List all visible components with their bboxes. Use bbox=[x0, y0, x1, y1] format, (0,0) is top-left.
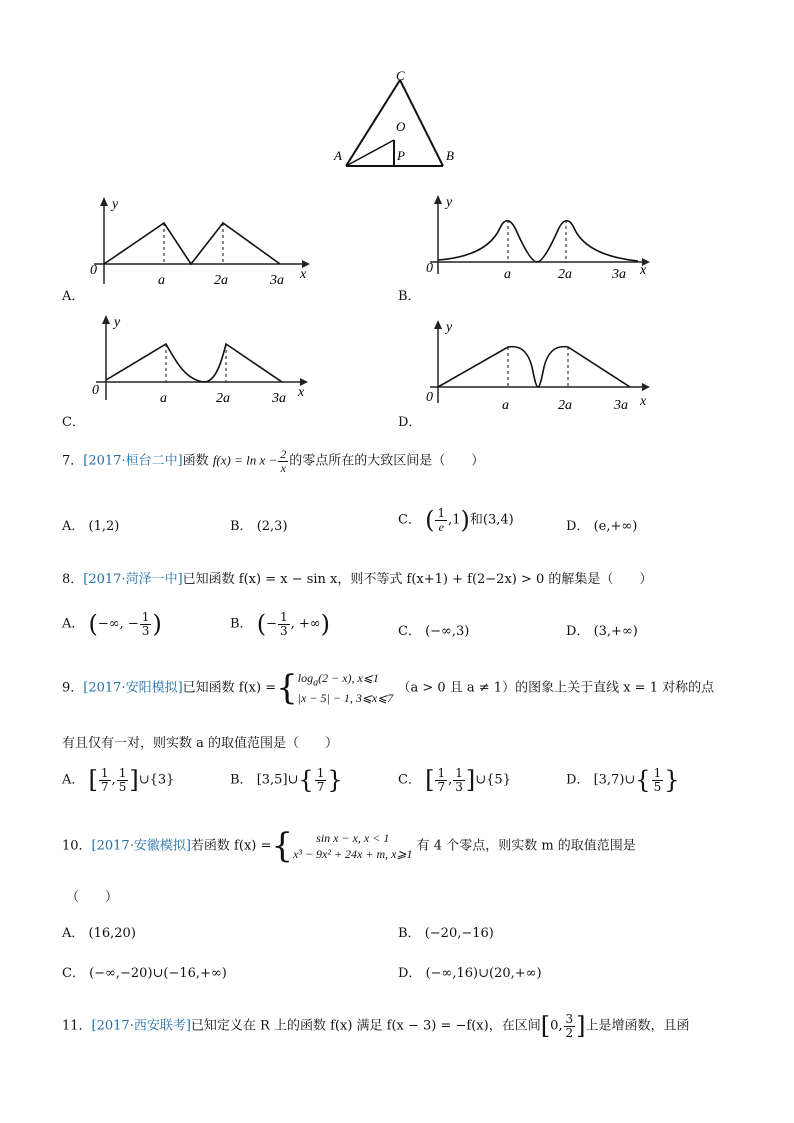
tick-2a: 2a bbox=[558, 398, 572, 413]
triangle-side-ac bbox=[346, 80, 400, 166]
y-label: y bbox=[114, 315, 121, 330]
q9-option-a: A． [ $\frac{1}{7}$ , $\frac{1}{5}$ ]∪{3} bbox=[62, 765, 175, 794]
q10-option-c: C． (−∞,−20)∪(−16,+∞) bbox=[62, 966, 227, 981]
tick-a: a bbox=[504, 267, 511, 282]
q9-option-d: D． [3,7)∪{ $\frac{1}{5}$ } bbox=[566, 765, 680, 794]
q8-option-b: B． (− $\frac{1}{3}$ , +∞) bbox=[230, 609, 330, 638]
graph-c bbox=[86, 310, 326, 410]
q7-option-c: C． ( $\frac{1}{e}$ ,1)和(3,4) bbox=[398, 505, 514, 534]
graph-c-label: C． bbox=[62, 415, 85, 430]
x-label: x bbox=[640, 263, 647, 278]
q8-source: [2017·菏泽一中] bbox=[83, 572, 183, 587]
tick-3a: 3a bbox=[270, 273, 284, 288]
tick-2a: 2a bbox=[214, 273, 228, 288]
graph-b-label: B． bbox=[398, 289, 421, 304]
q9-option-b: B． [3,5]∪{ $\frac{1}{7}$ } bbox=[230, 765, 343, 794]
graph-curve bbox=[104, 223, 280, 264]
q7-pre: 函数 bbox=[182, 453, 209, 469]
q9-option-c: C． [ $\frac{1}{7}$ , $\frac{1}{3}$ ]∪{5} bbox=[398, 765, 511, 794]
x-label: x bbox=[640, 394, 647, 409]
q7-formula: f(x) = ln x − bbox=[212, 452, 278, 468]
tick-2a: 2a bbox=[558, 267, 572, 282]
triangle-side-bc bbox=[400, 80, 443, 166]
q10-source: [2017·安徽模拟] bbox=[91, 838, 191, 854]
tick-2a: 2a bbox=[216, 391, 230, 406]
q9-source: [2017·安阳模拟] bbox=[83, 680, 183, 696]
y-arrow bbox=[434, 320, 442, 329]
y-label: y bbox=[446, 320, 453, 335]
graph-d-label: D． bbox=[398, 415, 422, 430]
q7-option-d: D． (e,+∞) bbox=[566, 519, 638, 534]
q7-fraction: $\frac{2}{x}$ bbox=[280, 447, 287, 475]
q8-option-a: A． (−∞, − $\frac{1}{3}$ ) bbox=[62, 609, 162, 638]
question-11: 11．[2017·西安联考]已知定义在 R 上的函数 f(x) 满足 f(x − 3) = −f(x)，在区间[0, $\frac{3}{2}$ ]上是增函数，且函 bbox=[62, 1011, 690, 1040]
y-label: y bbox=[446, 195, 453, 210]
q10-option-a: A． (16,20) bbox=[62, 926, 136, 941]
tick-a: a bbox=[502, 398, 509, 413]
tick-a: a bbox=[158, 273, 165, 288]
q10-line-2: （ ） bbox=[66, 890, 119, 905]
origin-label: 0 bbox=[92, 383, 99, 398]
q7-source: [2017·桓台二中] bbox=[83, 453, 183, 469]
q7-option-b: B． (2,3) bbox=[230, 519, 288, 534]
origin-label: 0 bbox=[426, 261, 433, 276]
q7-option-a: A． (1,2) bbox=[62, 519, 120, 534]
y-arrow bbox=[102, 315, 110, 324]
x-label: x bbox=[298, 385, 305, 400]
question-10: 10．[2017·安徽模拟]若函数 f(x) ={ sin x − x, x < 1 x³ − 9x² + 24x + m, x⩾1 有 4 个零点，则实数 m 的取值范围是 bbox=[62, 826, 636, 866]
label-o: O bbox=[396, 119, 406, 134]
graph-curve bbox=[106, 344, 282, 382]
y-label: y bbox=[112, 197, 119, 212]
q10-option-b: B． (−20,−16) bbox=[398, 926, 494, 941]
graph-curve bbox=[438, 221, 638, 262]
label-p: P bbox=[397, 148, 405, 163]
q8-text: 已知函数 f(x) = x − sin x，则不等式 f(x+1) + f(2−2x) > 0 的解集是（ ） bbox=[182, 572, 653, 587]
q9-piecewise: $\log_a(2 - x)$, x⩽1 |x − 5| − 1, 3⩽x⩽7 bbox=[297, 670, 394, 705]
q11-source: [2017·西安联考] bbox=[91, 1018, 191, 1034]
origin-label: 0 bbox=[426, 390, 433, 405]
label-a: A bbox=[334, 148, 342, 163]
graph-curve bbox=[438, 347, 630, 387]
q7-post: 的零点所在的大致区间是（ ） bbox=[289, 453, 485, 469]
question-8: 8．[2017·菏泽一中]已知函数 f(x) = x − sin x，则不等式 f(x+1) + f(2−2x) > 0 的解集是（ ） bbox=[62, 572, 653, 587]
question-9: 9．[2017·安阳模拟]已知函数 $f(x) =\{\log_a(2 - x)$, x⩽1 |x − 5| − 1, 3⩽x⩽7 （a > 0 且 a ≠ 1）的图象上关于直线 x = 1 对称的点 bbox=[62, 668, 715, 708]
q10-option-d: D． (−∞,16)∪(20,+∞) bbox=[398, 966, 542, 981]
graph-b bbox=[420, 190, 660, 290]
tick-3a: 3a bbox=[272, 391, 286, 406]
triangle-figure bbox=[330, 68, 460, 174]
q8-option-d: D． (3,+∞) bbox=[566, 624, 638, 639]
tick-a: a bbox=[160, 391, 167, 406]
label-c: C bbox=[396, 68, 405, 83]
question-7 bbox=[62, 448, 484, 474]
x-label: x bbox=[300, 267, 307, 282]
q7-number: 7． bbox=[62, 453, 84, 469]
tick-3a: 3a bbox=[612, 267, 626, 282]
q10-piecewise: sin x − x, x < 1 x³ − 9x² + 24x + m, x⩾1 bbox=[293, 830, 413, 861]
tick-3a: 3a bbox=[614, 398, 628, 413]
origin-label: 0 bbox=[90, 263, 97, 278]
x-arrow bbox=[642, 383, 650, 391]
y-arrow bbox=[434, 195, 442, 204]
graph-a-label: A． bbox=[62, 289, 85, 304]
label-b: B bbox=[446, 148, 454, 163]
y-arrow bbox=[100, 197, 108, 206]
graph-a bbox=[84, 192, 324, 302]
q8-option-c: C． (−∞,3) bbox=[398, 624, 470, 639]
q9-line-2: 有且仅有一对，则实数 a 的取值范围是（ ） bbox=[62, 736, 339, 751]
graph-d bbox=[420, 315, 660, 415]
